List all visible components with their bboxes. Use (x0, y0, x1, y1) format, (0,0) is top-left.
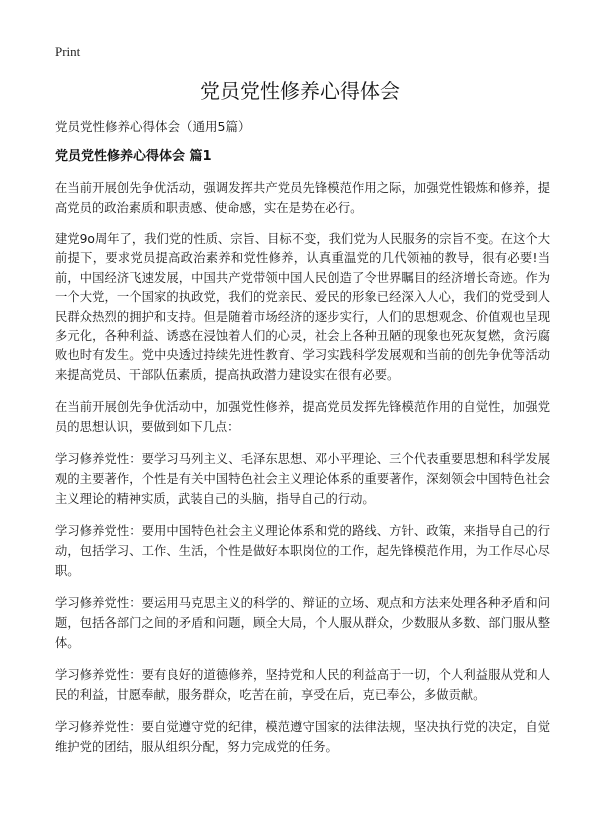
body-text (55, 178, 550, 769)
print-label: Print (55, 44, 81, 59)
paragraph-3: 在当前开展创先争优活动中，加强党性修养，提高党员发挥先锋模范作用的自觉性，加强党员的思想认识，要做到如下几点： (55, 400, 550, 435)
paragraph-7: 学习修养党性：要有良好的道德修养，坚持党和人民的利益高于一切，个人利益服从党和人民的利益，甘愿奉献，服务群众，吃苦在前，享受在后，克已奉公，多做贡献。 (55, 668, 550, 703)
paragraph-2: 建党9o周年了，我们党的性质、宗旨、目标不变，我们党为人民服务的宗旨不变。在这个大前提下，要求党员提高政治素养和党性修养，认真重温党的几代领袖的教导，很有必要!当前，中国经济飞速发展，中国共产党带领中国人民创造了令世界瞩目的经济增长奇迹。作为一个大党，一个国家的执政党，我们的党亲民、爱民的形象已经深入人心，我们的党受到人民群众热烈的拥护和支持。但是随着市场经济的逐步实行，人们的思想观念、价值观也呈现多元化，各种利益、诱惑在浸蚀着人们的心灵，社会上各种丑陋的现象也死灰复燃，贪污腐败也时有发生。党中央透过持续先进性教育、学习实践科学发展观和当前的创先争优等活动来提高党员、干部队伍素质，提高执政潜力建设实在很有必要。 (55, 232, 550, 382)
paragraph-6: 学习修养党性：要运用马克思主义的科学的、辩证的立场、观点和方法来处理各种矛盾和问题，包括各部门之间的矛盾和问题，顾全大局，个人服从群众，少数服从多数、部门服从整体。 (55, 596, 550, 651)
paragraph-4: 学习修养党性：要学习马列主义、毛泽东思想、邓小平理论、三个代表重要思想和科学发展观的主要著作，个性是有关中国特色社会主义理论体系的重要著作，深刻领会中国特色社会主义理论的精神实质，武装自己的头脑，指导自己的行动。 (55, 452, 550, 507)
paragraph-1: 在当前开展创先争优活动，强调发挥共产党员先锋模范作用之际，加强党性锻炼和修养，提高党员的政治素质和职责感、使命感，实在是势在必行。 (55, 181, 550, 215)
paragraph-8: 学习修养党性：要自觉遵守党的纪律，模范遵守国家的法律法规，坚决执行党的决定，自觉维护党的团结，服从组织分配，努力完成党的任务。 (55, 720, 550, 755)
document-title: 党员党性修养心得体会 (200, 79, 400, 103)
document-subtitle: 党员党性修养心得体会（通用5篇） (55, 119, 251, 134)
section-heading: 党员党性修养心得体会 篇1 (55, 149, 212, 164)
paragraph-5: 学习修养党性：要用中国特色社会主义理论体系和党的路线、方针、政策，来指导自己的行动，包括学习、工作、生活，个性是做好本职岗位的工作，起先锋模范作用，为工作尽心尽职。 (55, 524, 550, 579)
